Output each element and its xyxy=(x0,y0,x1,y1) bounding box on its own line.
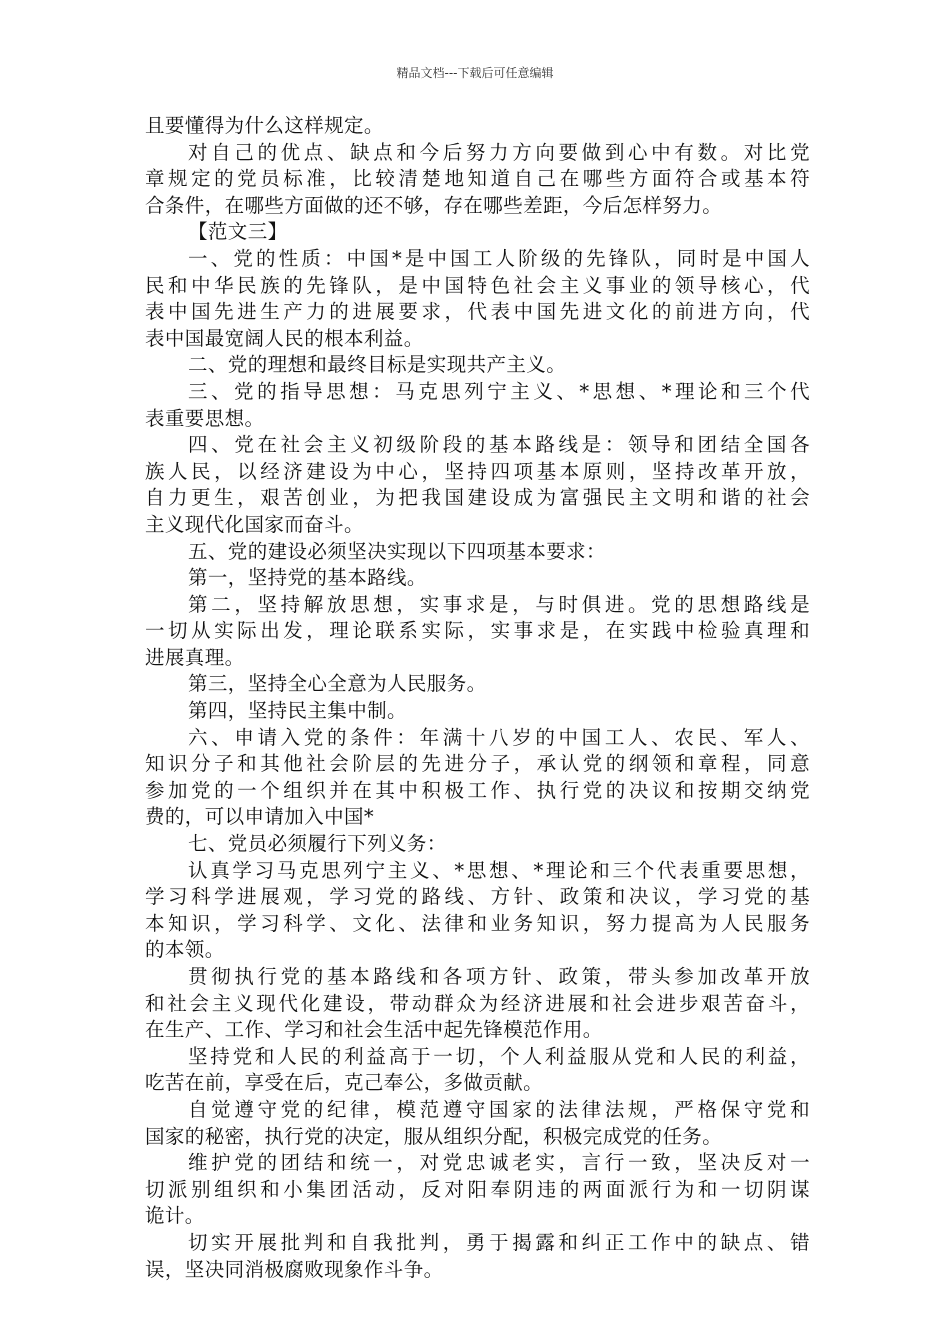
text-line: 贯彻执行党的基本路线和各项方针、政策，带头参加改革开放 xyxy=(188,965,810,988)
text-line: 坚持党和人民的利益高于一切，个人利益服从党和人民的利益， xyxy=(188,1044,810,1068)
text-line: 表重要思想。 xyxy=(145,406,265,430)
text-line: 本知识，学习科学、文化、法律和业务知识，努力提高为人民服务 xyxy=(145,911,810,935)
text-line: 费的，可以申请加入中国* xyxy=(145,805,375,829)
text-line: 合条件，在哪些方面做的还不够，存在哪些差距，今后怎样努力。 xyxy=(145,193,723,217)
text-line: 切派别组织和小集团活动，反对阳奉阴违的两面派行为和一切阴谋 xyxy=(145,1177,810,1201)
text-line: 表中国最宽阔人民的根本利益。 xyxy=(145,326,424,350)
text-line: 五、党的建设必须坚决实现以下四项基本要求： xyxy=(188,539,606,563)
text-line: 且要懂得为什么这样规定。 xyxy=(145,114,384,137)
text-line: 族人民，以经济建设为中心，坚持四项基本原则，坚持改革开放， xyxy=(145,459,810,483)
text-line: 自力更生，艰苦创业，为把我国建设成为富强民主文明和谐的社会 xyxy=(145,486,810,510)
page-header: 精品文档---下载后可任意编辑 xyxy=(396,66,554,80)
text-line: 第一，坚持党的基本路线。 xyxy=(188,566,427,590)
document-body xyxy=(145,113,810,1283)
text-line: 学习科学进展观，学习党的路线、方针、政策和决议，学习党的基 xyxy=(145,885,810,909)
text-line: 七、党员必须履行下列义务： xyxy=(188,832,447,856)
text-line: 误，坚决同消极腐败现象作斗争。 xyxy=(145,1257,444,1281)
text-line: 主义现代化国家而奋斗。 xyxy=(145,512,364,536)
text-line: 参加党的一个组织并在其中积极工作、执行党的决议和按期交纳党 xyxy=(145,778,810,802)
text-line: 第四，坚持民主集中制。 xyxy=(188,699,407,723)
text-line: 对自己的优点、缺点和今后努力方向要做到心中有数。对比党 xyxy=(188,140,810,164)
text-line: 进展真理。 xyxy=(145,645,245,669)
text-line: 六、申请入党的条件：年满十八岁的中国工人、农民、军人、 xyxy=(188,725,810,749)
text-line: 在生产、工作、学习和社会生活中起先锋模范作用。 xyxy=(145,1018,603,1042)
text-line: 切实开展批判和自我批判，勇于揭露和纠正工作中的缺点、错 xyxy=(188,1230,810,1254)
text-line: 认真学习马克思列宁主义、*思想、*理论和三个代表重要思想， xyxy=(188,858,810,882)
text-line: 【范文三】 xyxy=(188,220,288,244)
text-line: 民和中华民族的先锋队，是中国特色社会主义事业的领导核心，代 xyxy=(145,273,810,297)
text-line: 知识分子和其他社会阶层的先进分子，承认党的纲领和章程，同意 xyxy=(145,752,810,776)
text-line: 三、党的指导思想：马克思列宁主义、*思想、*理论和三个代 xyxy=(188,379,810,403)
text-line: 一、党的性质：中国*是中国工人阶级的先锋队，同时是中国人 xyxy=(188,246,810,270)
text-line: 章规定的党员标准，比较清楚地知道自己在哪些方面符合或基本符 xyxy=(145,167,810,191)
text-line: 四、党在社会主义初级阶段的基本路线是：领导和团结全国各 xyxy=(188,433,810,457)
text-line: 第三，坚持全心全意为人民服务。 xyxy=(188,672,487,696)
text-line: 的本领。 xyxy=(145,938,225,962)
text-line: 表中国先进生产力的进展要求，代表中国先进文化的前进方向，代 xyxy=(145,300,810,324)
text-line: 二、党的理想和最终目标是实现共产主义。 xyxy=(188,353,567,377)
text-line: 和社会主义现代化建设，带动群众为经济进展和社会进步艰苦奋斗， xyxy=(145,991,810,1015)
text-line: 自觉遵守党的纪律，模范遵守国家的法律法规，严格保守党和 xyxy=(188,1097,810,1121)
text-line: 吃苦在前，享受在后，克己奉公，多做贡献。 xyxy=(145,1071,544,1095)
text-line: 诡计。 xyxy=(145,1204,205,1228)
text-line: 第二，坚持解放思想，实事求是，与时俱进。党的思想路线是 xyxy=(188,592,810,616)
text-line: 一切从实际出发，理论联系实际，实事求是，在实践中检验真理和 xyxy=(145,619,810,643)
text-line: 维护党的团结和统一，对党忠诚老实，言行一致，坚决反对一 xyxy=(188,1151,810,1175)
text-line: 国家的秘密，执行党的决定，服从组织分配，积极完成党的任务。 xyxy=(145,1124,723,1148)
